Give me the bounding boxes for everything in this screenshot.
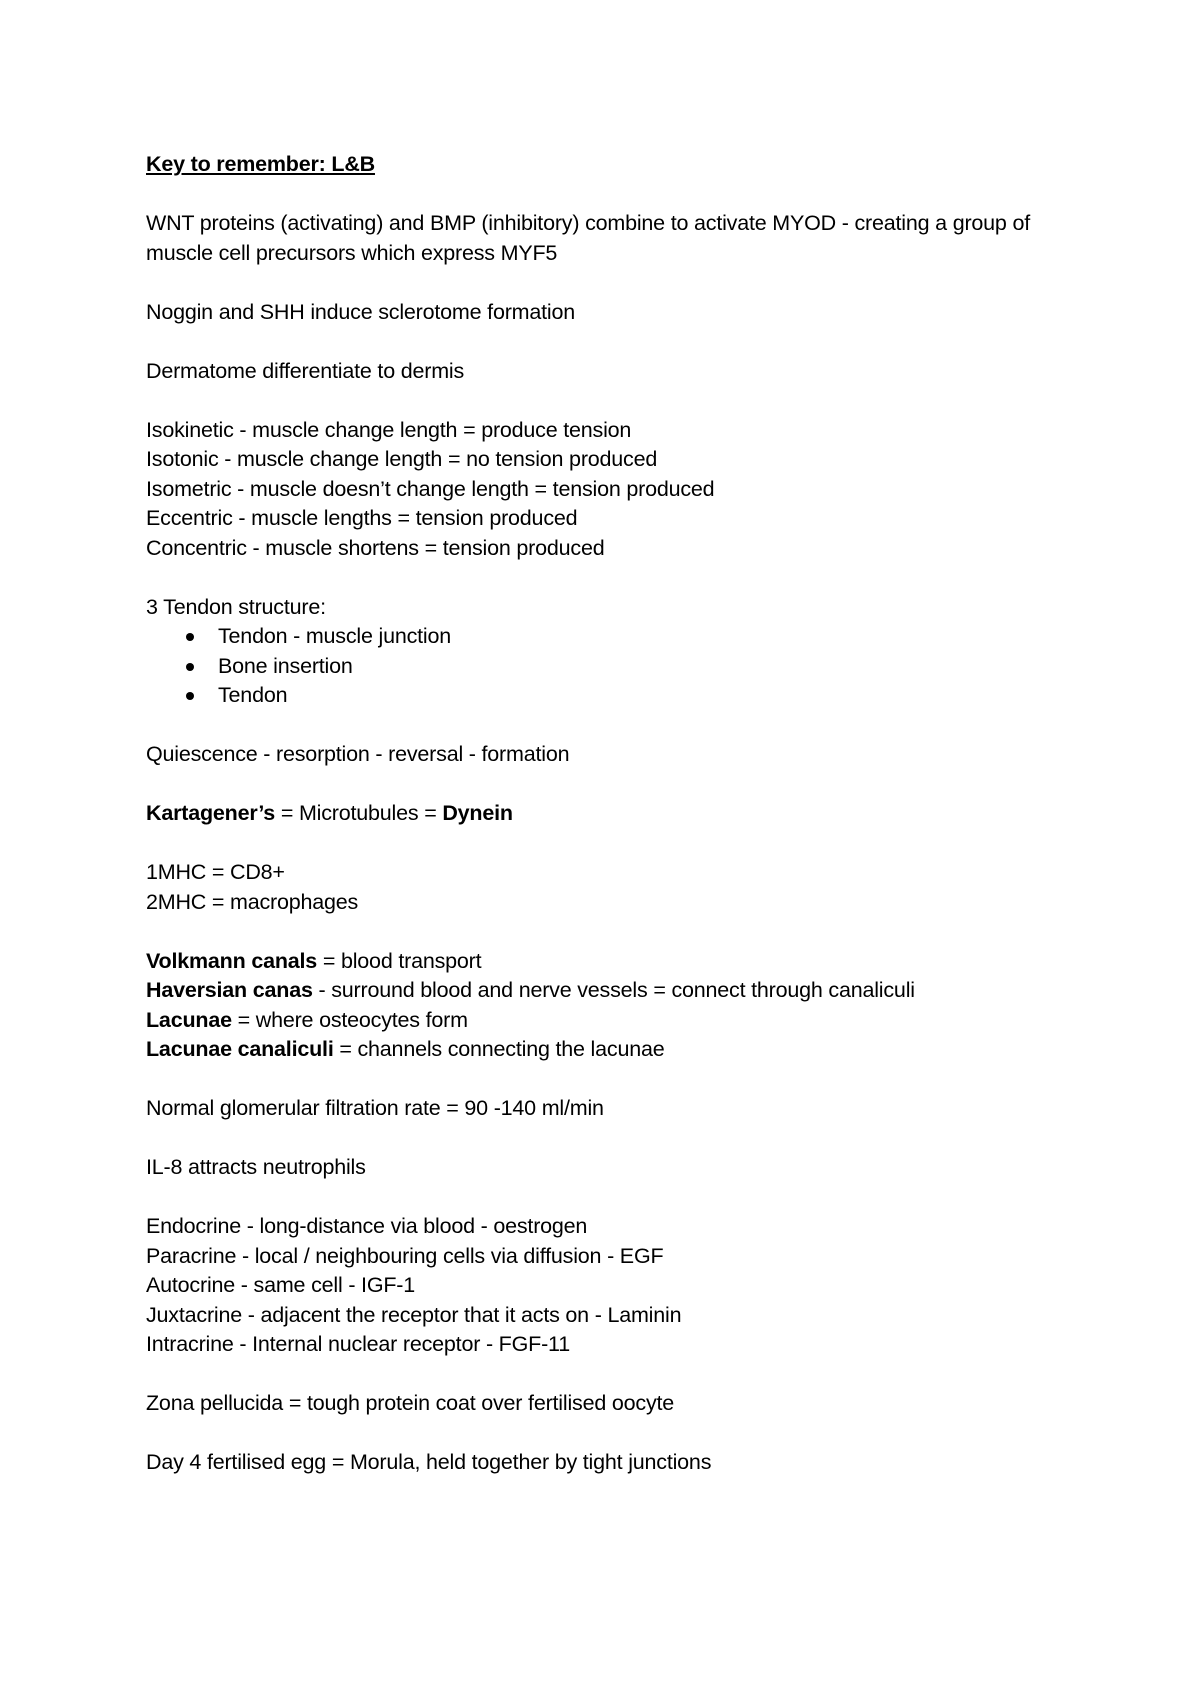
bone-term: Volkmann canals [146,948,318,973]
dermatome-line: Dermatome differentiate to dermis [146,358,465,383]
bone-definition: - surround blood and nerve vessels = connect through canaliculi [312,978,915,1002]
dermatome-section [146,357,1086,387]
bone-term: Lacunae canaliculi [146,1037,334,1061]
signalling-section [146,1212,1086,1360]
bone-definition: = blood transport [317,948,482,973]
wnt-line: WNT proteins (activating) and BMP (inhibitory) combine to activate MYOD - creating a group of muscle cell precursors which express MYF5 [146,211,1030,265]
bone-section [146,947,1086,1065]
bone-line-canaliculi [146,1035,1086,1065]
signalling-line-endocrine: Endocrine - long-distance via blood - oestrogen [146,1214,588,1238]
tendon-section [146,593,1086,711]
bullet-icon [186,663,194,671]
bone-line-haversian [146,976,1086,1006]
kartagener-line [146,799,1086,829]
contraction-line-isometric: Isometric - muscle doesn’t change length = tension produced [146,476,715,501]
kartagener-section [146,799,1086,829]
kartagener-middle: = Microtubules = [275,801,443,825]
noggin-section [146,298,1086,328]
contraction-line-concentric: Concentric - muscle shortens = tension produced [146,535,605,560]
noggin-line: Noggin and SHH induce sclerotome formation [146,299,575,324]
mhc-section [146,858,1086,917]
il8-section [146,1153,1086,1183]
zona-section [146,1389,1086,1419]
list-item [146,681,1086,711]
signalling-line-paracrine: Paracrine - local / neighbouring cells via diffusion - EGF [146,1243,664,1268]
kartagener-term: Kartagener’s [146,801,276,825]
wnt-section [146,209,1086,268]
kartagener-end: Dynein [442,801,513,825]
contraction-line-isokinetic: Isokinetic - muscle change length = produce tension [146,417,632,442]
tendon-item-label: Tendon [218,683,288,707]
il8-line: IL-8 attracts neutrophils [146,1155,366,1179]
page-title: Key to remember: L&B [146,152,375,176]
gfr-section [146,1094,1086,1124]
contraction-line-eccentric: Eccentric - muscle lengths = tension produced [146,506,578,530]
document-body [146,150,1086,1478]
tendon-heading: 3 Tendon structure: [146,594,326,619]
mhc-line-2: 2MHC = macrophages [146,889,359,914]
bullet-icon [186,692,194,700]
bone-term: Lacunae [146,1007,232,1032]
bone-term: Haversian canas [146,978,313,1002]
remodelling-section [146,740,1086,770]
contraction-types [146,416,1086,564]
list-item [146,652,1086,682]
signalling-line-autocrine: Autocrine - same cell - IGF-1 [146,1273,415,1297]
signalling-line-intracrine: Intracrine - Internal nuclear receptor - FGF-11 [146,1332,570,1356]
mhc-line-1: 1MHC = CD8+ [146,860,285,884]
contraction-line-isotonic: Isotonic - muscle change length = no tension produced [146,447,658,471]
zona-line: Zona pellucida = tough protein coat over fertilised oocyte [146,1391,675,1415]
bone-definition: = channels connecting the lacunae [333,1037,665,1061]
bullet-icon [186,633,194,641]
gfr-line: Normal glomerular filtration rate = 90 -140 ml/min [146,1096,604,1120]
morula-line: Day 4 fertilised egg = Morula, held together by tight junctions [146,1450,712,1474]
tendon-list [146,622,1086,711]
bone-line-lacunae [146,1006,1086,1036]
tendon-item-label: Bone insertion [218,653,353,678]
bone-line-volkmann [146,947,1086,977]
remodelling-line: Quiescence - resorption - reversal - formation [146,742,570,766]
morula-section [146,1448,1086,1478]
list-item [146,622,1086,652]
tendon-item-label: Tendon - muscle junction [218,624,452,648]
signalling-line-juxtacrine: Juxtacrine - adjacent the receptor that it acts on - Laminin [146,1302,682,1327]
bone-definition: = where osteocytes form [231,1007,468,1032]
